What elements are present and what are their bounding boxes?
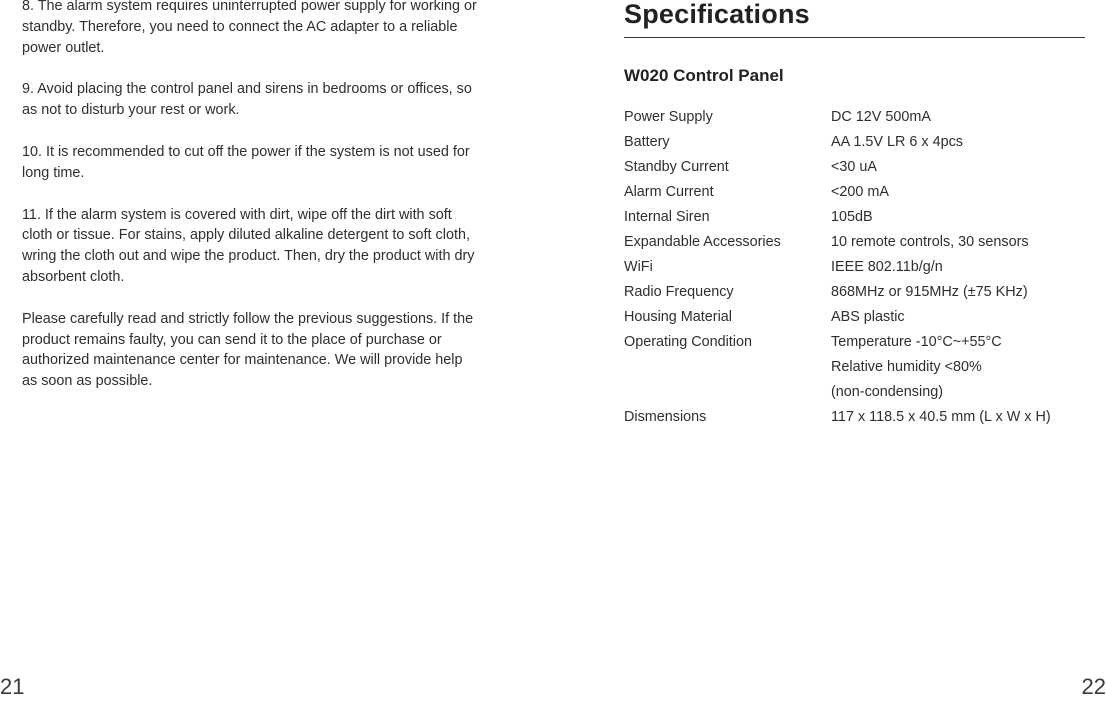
spec-table <box>624 105 1094 430</box>
spec-value <box>831 205 1094 230</box>
spec-value-line: <30 uA <box>831 159 878 175</box>
spec-value <box>831 305 1094 330</box>
spec-value-line: <200 mA <box>831 184 889 200</box>
spec-row <box>624 130 1094 155</box>
spec-value-line: 117 x 118.5 x 40.5 mm (L x W x H) <box>831 409 1051 425</box>
spec-label: Housing Material <box>624 309 732 325</box>
spec-row <box>624 230 1094 255</box>
spec-value <box>831 180 1094 205</box>
spec-value-line: (non-condensing) <box>831 384 943 400</box>
spec-row <box>624 155 1094 180</box>
spec-label: WiFi <box>624 259 653 275</box>
note-paragraph-10: 10. It is recommended to cut off the power if the system is not used for long time. <box>22 143 470 181</box>
note-paragraph-8: 8. The alarm system requires uninterrupted power supply for working or standby. Therefore, you need to connect the AC adapter to a reliable power outlet. <box>22 0 477 56</box>
product-title: W020 Control Panel <box>624 66 784 85</box>
spec-row <box>624 405 1094 430</box>
heading-divider <box>624 37 1085 38</box>
spec-label: Internal Siren <box>624 209 710 225</box>
spec-value <box>831 405 1094 430</box>
spec-row <box>624 305 1094 330</box>
spec-value-line: 105dB <box>831 209 873 225</box>
spec-label: Power Supply <box>624 109 713 125</box>
spec-row <box>624 105 1094 130</box>
spec-value <box>831 130 1094 155</box>
spec-value <box>831 255 1094 280</box>
spec-row <box>624 180 1094 205</box>
specifications-heading: Specifications <box>624 0 810 29</box>
spec-value <box>831 230 1094 255</box>
spec-label: Dismensions <box>624 409 707 425</box>
spec-value-line: Relative humidity <80% <box>831 359 982 375</box>
spec-value <box>831 155 1094 180</box>
closing-paragraph: Please carefully read and strictly follow the previous suggestions. If the product remains faulty, you can send it to the place of purchase or authorized maintenance center for maintenance. We will provide help as soon as possible. <box>22 310 474 390</box>
spec-label: Radio Frequency <box>624 284 734 300</box>
spec-value-line: DC 12V 500mA <box>831 109 931 125</box>
spec-label: Alarm Current <box>624 184 714 200</box>
spec-row <box>624 205 1094 230</box>
spec-value-line: 10 remote controls, 30 sensors <box>831 234 1029 250</box>
spec-value <box>831 105 1094 130</box>
spec-value-line: ABS plastic <box>831 309 905 325</box>
spec-label: Standby Current <box>624 159 729 175</box>
note-paragraph-11: 11. If the alarm system is covered with dirt, wipe off the dirt with soft cloth or tissue. For stains, apply diluted alkaline detergent to soft cloth, wring the cloth out and wipe the product. Then, dry the product with dry absorbent cloth. <box>22 206 475 285</box>
spec-value-line: Temperature -10°C~+55°C <box>831 334 1002 350</box>
spec-label: Expandable Accessories <box>624 234 781 250</box>
right-page <box>553 0 1106 701</box>
spec-value-line: IEEE 802.11b/g/n <box>831 259 943 275</box>
spec-label: Operating Condition <box>624 334 752 350</box>
spec-value <box>831 280 1094 305</box>
spec-value <box>831 330 1094 405</box>
spec-label: Battery <box>624 134 670 150</box>
maintenance-notes <box>22 0 480 413</box>
spec-row <box>624 280 1094 305</box>
spec-value-line: AA 1.5V LR 6 x 4pcs <box>831 134 963 150</box>
note-paragraph-9: 9. Avoid placing the control panel and sirens in bedrooms or offices, so as not to disturb your rest or work. <box>22 81 472 119</box>
page-number-right: 22 <box>1081 674 1106 699</box>
spec-value-line: 868MHz or 915MHz (±75 KHz) <box>831 284 1028 300</box>
spec-row <box>624 330 1094 405</box>
spec-row <box>624 255 1094 280</box>
page-number-left: 21 <box>0 674 25 699</box>
